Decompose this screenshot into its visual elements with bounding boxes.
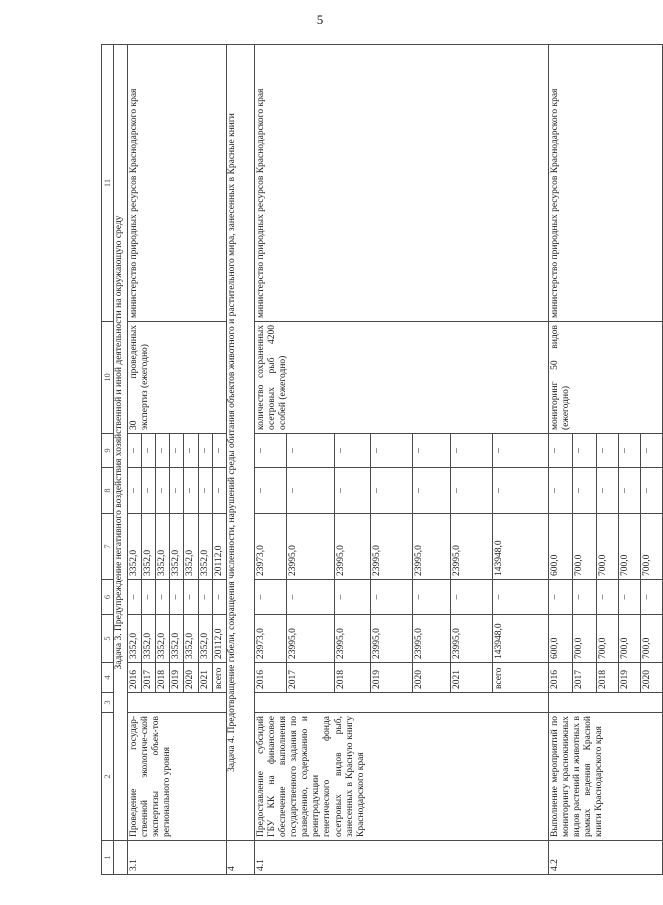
amount-total: 23995,0	[370, 615, 412, 663]
amount-regional: 700,0	[640, 514, 662, 580]
column-number: 3	[102, 693, 114, 713]
year-cell: 2017	[142, 663, 156, 693]
amount-regional: 3352,0	[170, 514, 184, 580]
expected-result: мониторинг 50 видов (ежегодно)	[548, 322, 662, 434]
amount-other: –	[334, 434, 370, 468]
amount-regional: 23973,0	[254, 514, 286, 580]
amount-federal: –	[618, 580, 640, 615]
amount-regional: 23995,0	[450, 514, 492, 580]
column-number: 6	[102, 580, 114, 615]
amount-regional: 700,0	[596, 514, 618, 580]
item-name: Проведение государ-ственной экологиче-ской экспертизы объек-тов регионального уровня	[128, 713, 227, 841]
year-cell: 2019	[170, 663, 184, 693]
amount-other: –	[450, 434, 492, 468]
amount-federal: –	[286, 580, 334, 615]
amount-regional: 3352,0	[198, 514, 212, 580]
year-cell: всего	[492, 663, 548, 693]
amount-federal: –	[450, 580, 492, 615]
amount-total: 3352,0	[128, 615, 142, 663]
column-number: 4	[102, 663, 114, 693]
year-cell: 2020	[184, 663, 198, 693]
year-cell: 2018	[334, 663, 370, 693]
task3-title: Задача 3. Предупреждение негативного воздействия хозяйственной и иной деятельности на окружающую среду	[114, 45, 128, 841]
amount-local: –	[286, 468, 334, 514]
amount-local: –	[492, 468, 548, 514]
amount-regional: 3352,0	[184, 514, 198, 580]
amount-total: 23995,0	[286, 615, 334, 663]
amount-local: –	[184, 468, 198, 514]
amount-federal: –	[128, 580, 142, 615]
amount-federal: –	[198, 580, 212, 615]
year-cell: 2017	[286, 663, 334, 693]
page-number: 5	[316, 12, 324, 27]
column-number: 10	[102, 322, 114, 434]
amount-federal: –	[156, 580, 170, 615]
amount-other: –	[492, 434, 548, 468]
measure-row	[254, 45, 286, 875]
expected-result: количество сохраненных осетровых рыб 4200 особей (ежегодно)	[254, 322, 548, 434]
amount-total: 3352,0	[184, 615, 198, 663]
amount-other: –	[618, 434, 640, 468]
task-number: 4	[226, 841, 254, 875]
task4-section	[226, 45, 662, 875]
amount-local: –	[212, 468, 226, 514]
amount-other: –	[254, 434, 286, 468]
amount-regional: 23995,0	[286, 514, 334, 580]
amount-total: 23995,0	[412, 615, 450, 663]
item-name: Предоставление субсидий ГБУ КК на финансовое обеспечение выполнения государственного задания по разведению, содержанию и реинтродукции генетического фонда осетровых видов рыб, занесенных в Красную книгу Краснодарского края	[254, 713, 548, 841]
amount-local: –	[128, 468, 142, 514]
amount-other: –	[142, 434, 156, 468]
amount-total: 23995,0	[334, 615, 370, 663]
executor: министерство природных ресурсов Краснодарского края	[128, 45, 227, 322]
column-number: 2	[102, 713, 114, 841]
amount-total: 3352,0	[156, 615, 170, 663]
amount-regional: 23995,0	[334, 514, 370, 580]
amount-total: 3352,0	[170, 615, 184, 663]
amount-federal: –	[370, 580, 412, 615]
column-number: 11	[102, 45, 114, 322]
amount-local: –	[640, 468, 662, 514]
item-col3	[254, 693, 548, 713]
amount-local: –	[170, 468, 184, 514]
year-cell: 2017	[572, 663, 596, 693]
amount-regional: 143948,0	[492, 514, 548, 580]
task-number-blank	[114, 841, 128, 875]
expected-result: 30 проведенных экспертиз (ежегодно)	[128, 322, 227, 434]
amount-total: 143948,0	[492, 615, 548, 663]
year-cell: 2016	[548, 663, 572, 693]
year-cell: 2020	[640, 663, 662, 693]
amount-federal: –	[548, 580, 572, 615]
amount-regional: 3352,0	[128, 514, 142, 580]
amount-other: –	[198, 434, 212, 468]
amount-total: 700,0	[618, 615, 640, 663]
measure-row	[548, 45, 572, 875]
amount-local: –	[572, 468, 596, 514]
amount-local: –	[142, 468, 156, 514]
amount-total: 3352,0	[198, 615, 212, 663]
amount-federal: –	[170, 580, 184, 615]
year-cell: 2016	[254, 663, 286, 693]
amount-local: –	[254, 468, 286, 514]
amount-regional: 600,0	[548, 514, 572, 580]
amount-total: 3352,0	[142, 615, 156, 663]
item-col3	[548, 693, 662, 713]
amount-local: –	[334, 468, 370, 514]
amount-total: 20112,0	[212, 615, 226, 663]
item-number: 3.1	[128, 841, 227, 875]
program-measures-table	[101, 44, 663, 875]
amount-regional: 23995,0	[370, 514, 412, 580]
year-cell: 2021	[450, 663, 492, 693]
amount-federal: –	[142, 580, 156, 615]
amount-local: –	[370, 468, 412, 514]
column-number-row	[102, 45, 114, 875]
column-number: 7	[102, 514, 114, 580]
amount-other: –	[128, 434, 142, 468]
amount-federal: –	[334, 580, 370, 615]
task-row	[114, 45, 128, 875]
amount-other: –	[572, 434, 596, 468]
amount-regional: 3352,0	[156, 514, 170, 580]
amount-local: –	[618, 468, 640, 514]
year-cell: 2020	[412, 663, 450, 693]
column-number: 1	[102, 841, 114, 875]
amount-federal: –	[640, 580, 662, 615]
amount-other: –	[156, 434, 170, 468]
amount-federal: –	[184, 580, 198, 615]
amount-regional: 20112,0	[212, 514, 226, 580]
amount-total: 700,0	[596, 615, 618, 663]
year-cell: 2016	[128, 663, 142, 693]
column-number: 8	[102, 468, 114, 514]
measure-row	[128, 45, 142, 875]
amount-total: 600,0	[548, 615, 572, 663]
executor: министерство природных ресурсов Краснодарского края	[254, 45, 548, 322]
year-cell: 2019	[370, 663, 412, 693]
amount-total: 23973,0	[254, 615, 286, 663]
task3-section	[114, 45, 227, 875]
item-name: Выполнение мероприятий по мониторингу краснокнижных видов растений и животных в рамках ведения Красной книги Краснодарского края	[548, 713, 662, 841]
amount-other: –	[170, 434, 184, 468]
amount-other: –	[548, 434, 572, 468]
amount-total: 700,0	[640, 615, 662, 663]
year-cell: всего	[212, 663, 226, 693]
amount-regional: 700,0	[618, 514, 640, 580]
amount-local: –	[548, 468, 572, 514]
year-cell: 2021	[198, 663, 212, 693]
amount-other: –	[184, 434, 198, 468]
amount-local: –	[450, 468, 492, 514]
amount-total: 700,0	[572, 615, 596, 663]
item-number: 4.2	[548, 841, 662, 875]
amount-total: 23995,0	[450, 615, 492, 663]
amount-other: –	[640, 434, 662, 468]
amount-local: –	[198, 468, 212, 514]
item-number: 4.1	[254, 841, 548, 875]
amount-other: –	[596, 434, 618, 468]
executor: министерство природных ресурсов Краснодарского края	[548, 45, 662, 322]
amount-other: –	[412, 434, 450, 468]
amount-federal: –	[212, 580, 226, 615]
amount-local: –	[596, 468, 618, 514]
amount-federal: –	[596, 580, 618, 615]
amount-other: –	[286, 434, 334, 468]
rotated-table-container	[101, 45, 652, 875]
amount-federal: –	[412, 580, 450, 615]
amount-federal: –	[254, 580, 286, 615]
task-row	[226, 45, 254, 875]
amount-regional: 23995,0	[412, 514, 450, 580]
year-cell: 2019	[618, 663, 640, 693]
amount-federal: –	[572, 580, 596, 615]
amount-federal: –	[492, 580, 548, 615]
amount-local: –	[412, 468, 450, 514]
year-cell: 2018	[596, 663, 618, 693]
amount-regional: 700,0	[572, 514, 596, 580]
column-number: 9	[102, 434, 114, 468]
task4-title: Задача 4. Предотвращение гибели, сокращения численности, нарушений среды обитания объектов животного и растительного мира, занесенных в Красные книги	[226, 45, 254, 841]
amount-other: –	[370, 434, 412, 468]
item-col3	[128, 693, 227, 713]
amount-local: –	[156, 468, 170, 514]
year-cell: 2018	[156, 663, 170, 693]
amount-regional: 3352,0	[142, 514, 156, 580]
column-number: 5	[102, 615, 114, 663]
amount-other: –	[212, 434, 226, 468]
